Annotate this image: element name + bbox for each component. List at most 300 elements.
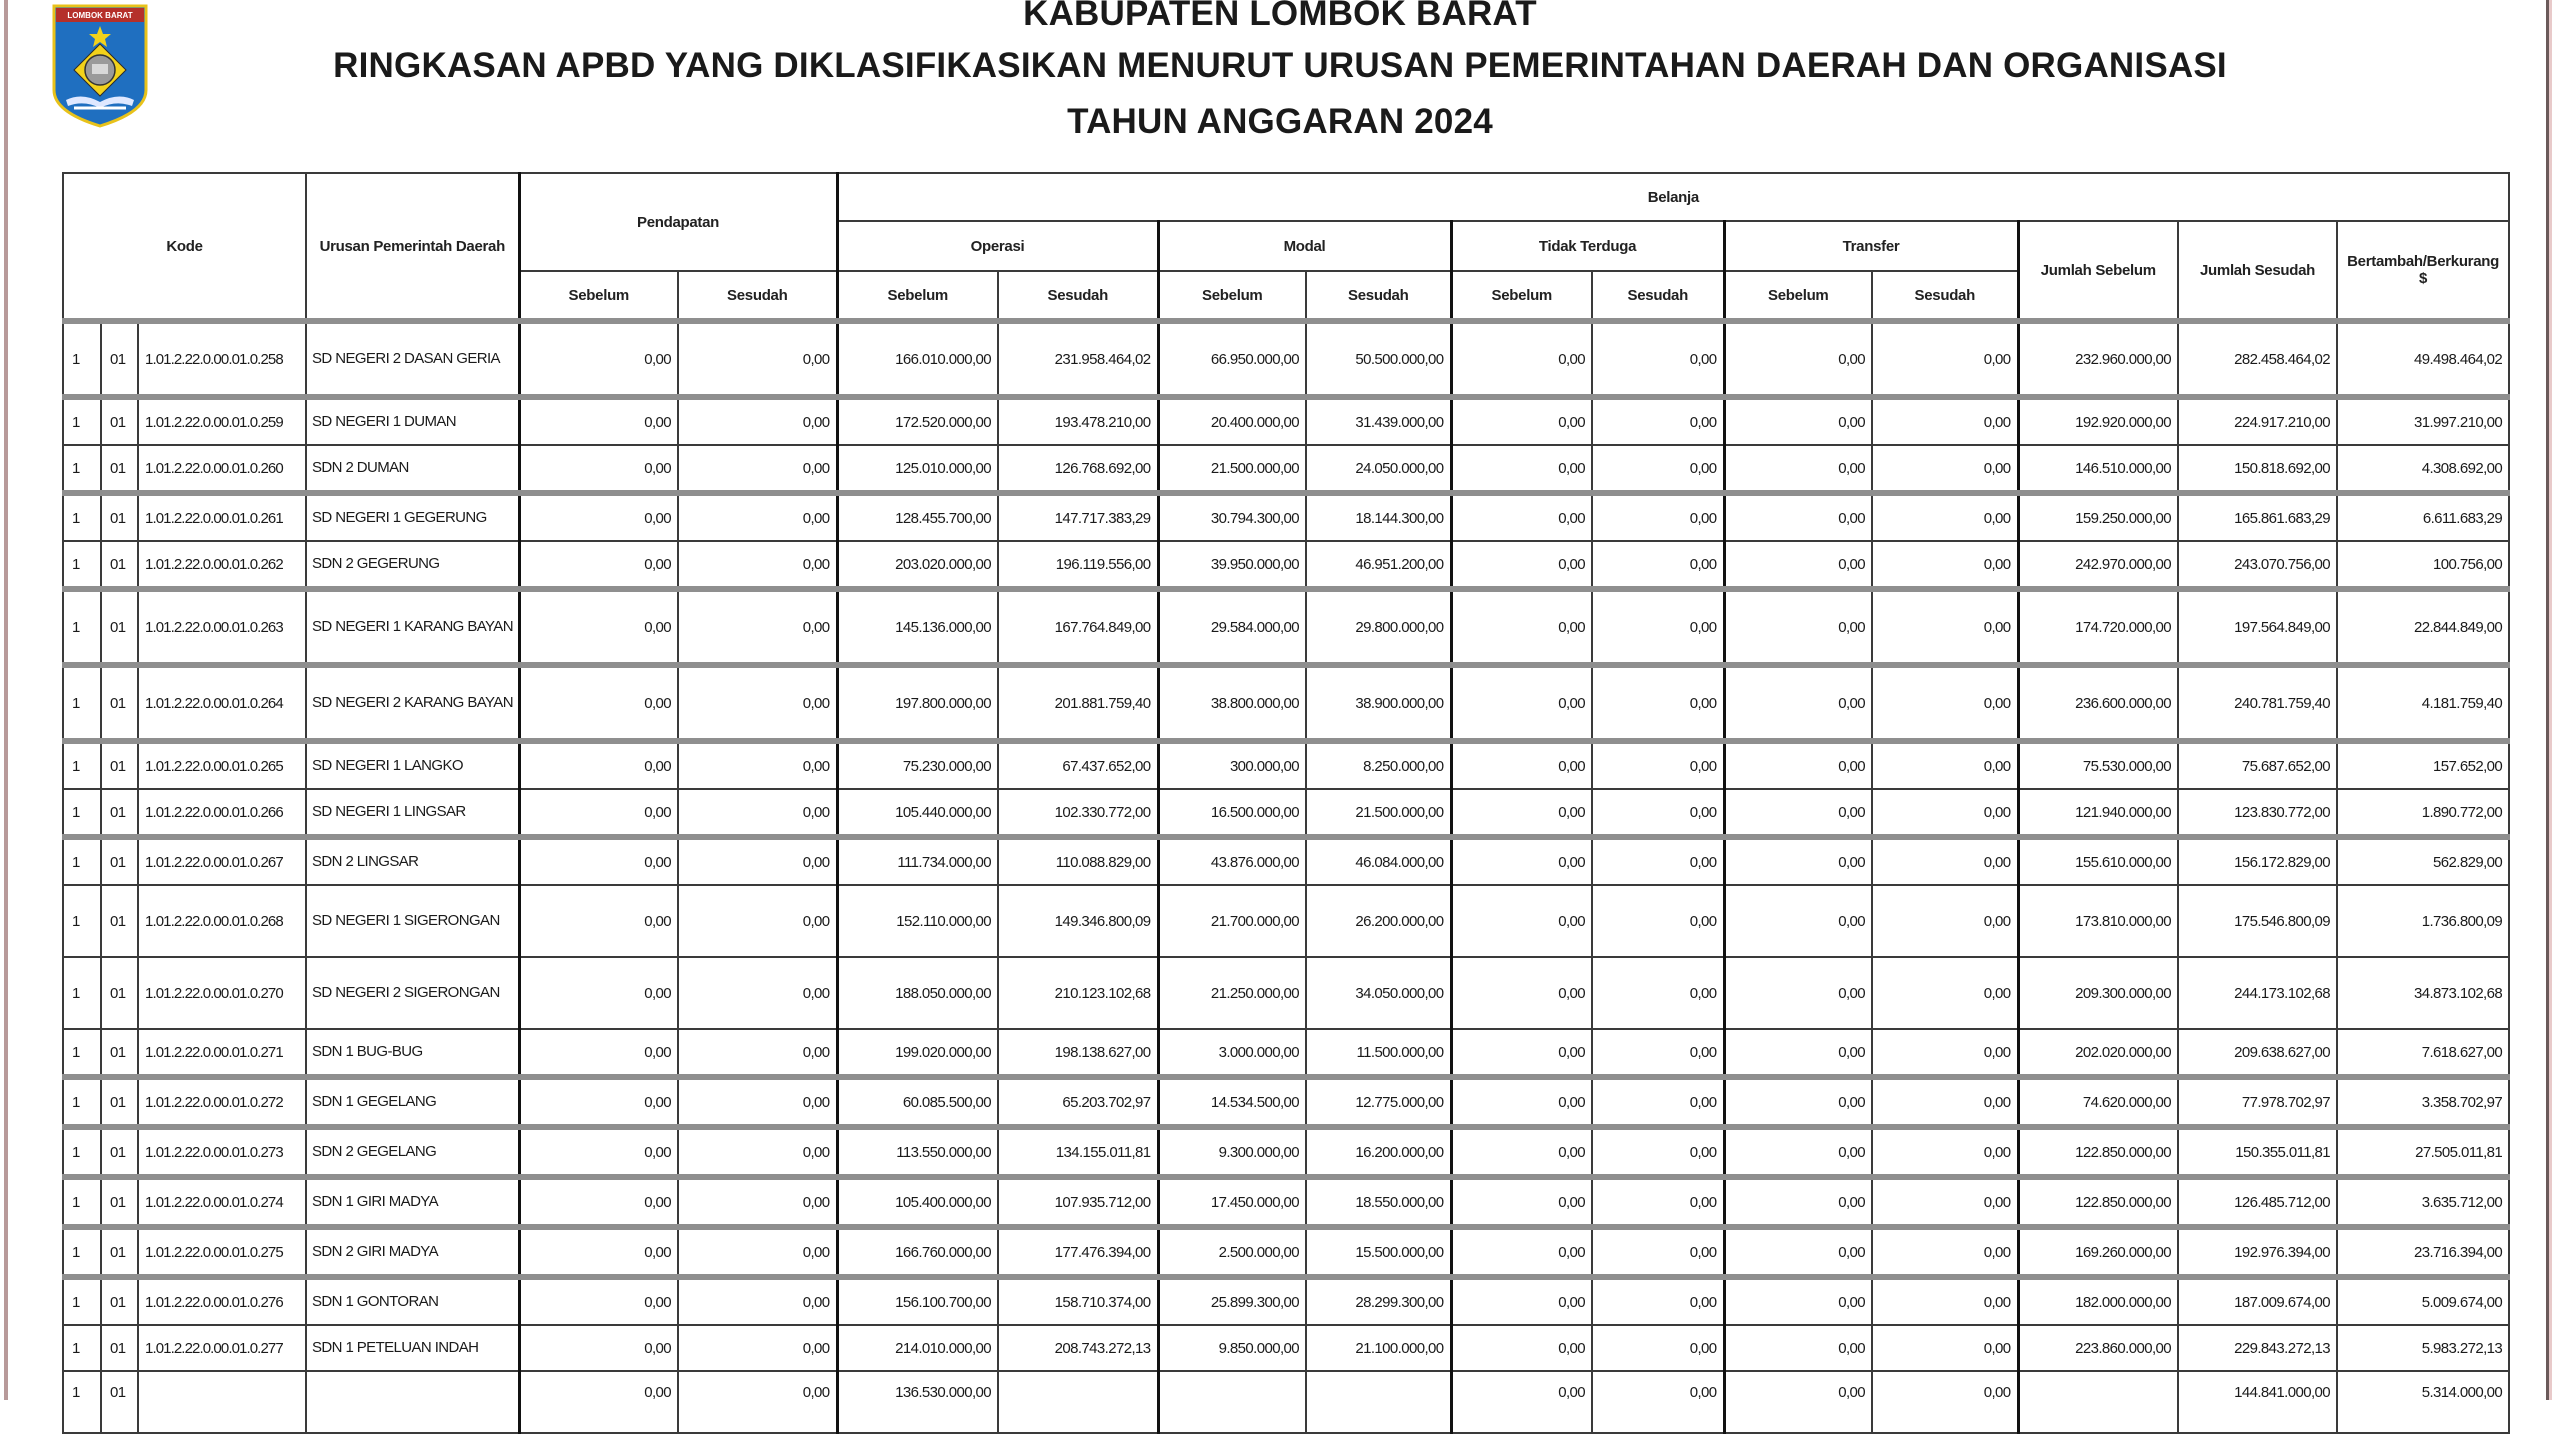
cell-tidak-terduga-sebelum: 0,00: [1451, 789, 1592, 837]
cell-modal-sesudah: 8.250.000,00: [1306, 741, 1451, 789]
table-row: [63, 445, 2509, 493]
cell-modal-sesudah: 46.084.000,00: [1306, 837, 1451, 885]
cell-modal-sebelum: 9.300.000,00: [1158, 1127, 1306, 1177]
cell-operasi-sesudah: 196.119.556,00: [998, 541, 1158, 589]
cell-pendapatan-sebelum: 0,00: [519, 741, 678, 789]
cell-modal-sesudah: 12.775.000,00: [1306, 1077, 1451, 1127]
cell-kode-level-2: 01: [101, 589, 138, 665]
cell-kode-level-2: 01: [101, 837, 138, 885]
cell-tidak-terduga-sesudah: 0,00: [1592, 1277, 1724, 1325]
cell-tidak-terduga-sebelum: 0,00: [1451, 837, 1592, 885]
cell-kode-level-1: 1: [63, 741, 101, 789]
table-row: [63, 789, 2509, 837]
cell-bertambah-berkurang: 5.314.000,00: [2337, 1371, 2509, 1433]
cell-modal-sebelum: 38.800.000,00: [1158, 665, 1306, 741]
cell-pendapatan-sesudah: 0,00: [678, 445, 837, 493]
cell-kode-organisasi: 1.01.2.22.0.00.01.0.270: [138, 957, 306, 1029]
cell-operasi-sesudah: 149.346.800,09: [998, 885, 1158, 957]
cell-pendapatan-sesudah: 0,00: [678, 837, 837, 885]
cell-operasi-sesudah: 67.437.652,00: [998, 741, 1158, 789]
cell-urusan-name: SD NEGERI 1 DUMAN: [306, 397, 519, 445]
cell-modal-sesudah: 21.100.000,00: [1306, 1325, 1451, 1371]
cell-kode-organisasi: 1.01.2.22.0.00.01.0.266: [138, 789, 306, 837]
table-row: [63, 1227, 2509, 1277]
header-pendapatan-sebelum: Sebelum: [519, 271, 678, 321]
table-row: [63, 1177, 2509, 1227]
cell-jumlah-sebelum: 159.250.000,00: [2018, 493, 2178, 541]
cell-kode-level-1: 1: [63, 1029, 101, 1077]
cell-kode-organisasi: 1.01.2.22.0.00.01.0.262: [138, 541, 306, 589]
cell-operasi-sebelum: 105.400.000,00: [837, 1177, 998, 1227]
header-tidak-terduga: Tidak Terduga: [1451, 221, 1724, 271]
cell-bertambah-berkurang: 5.983.272,13: [2337, 1325, 2509, 1371]
cell-jumlah-sebelum: 232.960.000,00: [2018, 321, 2178, 397]
cell-pendapatan-sebelum: 0,00: [519, 665, 678, 741]
cell-tidak-terduga-sebelum: 0,00: [1451, 1371, 1592, 1433]
cell-bertambah-berkurang: 22.844.849,00: [2337, 589, 2509, 665]
cell-jumlah-sesudah: 229.843.272,13: [2178, 1325, 2337, 1371]
cell-kode-level-1: 1: [63, 1227, 101, 1277]
cell-transfer-sebelum: 0,00: [1724, 397, 1872, 445]
cell-pendapatan-sesudah: 0,00: [678, 665, 837, 741]
cell-modal-sesudah: 28.299.300,00: [1306, 1277, 1451, 1325]
cell-bertambah-berkurang: 31.997.210,00: [2337, 397, 2509, 445]
cell-operasi-sebelum: 113.550.000,00: [837, 1127, 998, 1177]
cell-urusan-name: SDN 1 GEGELANG: [306, 1077, 519, 1127]
cell-transfer-sebelum: 0,00: [1724, 1277, 1872, 1325]
cell-operasi-sesudah: 147.717.383,29: [998, 493, 1158, 541]
cell-jumlah-sesudah: 126.485.712,00: [2178, 1177, 2337, 1227]
cell-jumlah-sebelum: 182.000.000,00: [2018, 1277, 2178, 1325]
cell-urusan-name: SD NEGERI 2 DASAN GERIA: [306, 321, 519, 397]
cell-operasi-sesudah: 208.743.272,13: [998, 1325, 1158, 1371]
cell-pendapatan-sesudah: 0,00: [678, 1077, 837, 1127]
cell-pendapatan-sesudah: 0,00: [678, 589, 837, 665]
cell-tidak-terduga-sesudah: 0,00: [1592, 741, 1724, 789]
table-row-partial: [63, 1371, 2509, 1433]
cell-transfer-sesudah: 0,00: [1872, 1029, 2018, 1077]
cell-kode-organisasi: 1.01.2.22.0.00.01.0.268: [138, 885, 306, 957]
cell-kode-level-2: 01: [101, 1371, 138, 1433]
cell-urusan-name: SDN 2 LINGSAR: [306, 837, 519, 885]
cell-bertambah-berkurang: 1.890.772,00: [2337, 789, 2509, 837]
cell-pendapatan-sesudah: 0,00: [678, 397, 837, 445]
cell-urusan-name: SDN 2 DUMAN: [306, 445, 519, 493]
cell-transfer-sebelum: 0,00: [1724, 1127, 1872, 1177]
cell-kode-level-2: 01: [101, 1177, 138, 1227]
cell-jumlah-sesudah: 150.355.011,81: [2178, 1127, 2337, 1177]
cell-transfer-sesudah: 0,00: [1872, 1277, 2018, 1325]
cell-kode-level-1: 1: [63, 589, 101, 665]
cell-modal-sesudah: 26.200.000,00: [1306, 885, 1451, 957]
cell-jumlah-sesudah: 144.841.000,00: [2178, 1371, 2337, 1433]
cell-transfer-sebelum: 0,00: [1724, 741, 1872, 789]
cell-transfer-sebelum: 0,00: [1724, 1325, 1872, 1371]
cell-pendapatan-sebelum: 0,00: [519, 589, 678, 665]
cell-operasi-sesudah: 177.476.394,00: [998, 1227, 1158, 1277]
cell-kode-level-2: 01: [101, 1325, 138, 1371]
cell-pendapatan-sesudah: 0,00: [678, 541, 837, 589]
page-left-edge: [4, 0, 8, 1400]
cell-urusan-name: SDN 2 GEGERUNG: [306, 541, 519, 589]
cell-modal-sebelum: 21.700.000,00: [1158, 885, 1306, 957]
cell-transfer-sesudah: 0,00: [1872, 1371, 2018, 1433]
cell-operasi-sebelum: 105.440.000,00: [837, 789, 998, 837]
cell-tidak-terduga-sesudah: 0,00: [1592, 1227, 1724, 1277]
cell-transfer-sesudah: 0,00: [1872, 541, 2018, 589]
cell-urusan-name: SDN 1 BUG-BUG: [306, 1029, 519, 1077]
cell-pendapatan-sebelum: 0,00: [519, 837, 678, 885]
cell-jumlah-sesudah: 187.009.674,00: [2178, 1277, 2337, 1325]
cell-kode-level-1: 1: [63, 1177, 101, 1227]
cell-tidak-terduga-sesudah: 0,00: [1592, 1325, 1724, 1371]
header-jumlah-sebelum: Jumlah Sebelum: [2018, 221, 2178, 321]
cell-urusan-name: SD NEGERI 1 KARANG BAYAN: [306, 589, 519, 665]
header-bertambah-berkurang: [2337, 221, 2509, 321]
cell-jumlah-sesudah: 282.458.464,02: [2178, 321, 2337, 397]
cell-tidak-terduga-sebelum: 0,00: [1451, 1227, 1592, 1277]
cell-modal-sesudah: 29.800.000,00: [1306, 589, 1451, 665]
cell-kode-organisasi: 1.01.2.22.0.00.01.0.277: [138, 1325, 306, 1371]
table-row: [63, 957, 2509, 1029]
cell-urusan-name: SD NEGERI 2 SIGERONGAN: [306, 957, 519, 1029]
cell-bertambah-berkurang: 157.652,00: [2337, 741, 2509, 789]
cell-bertambah-berkurang: 7.618.627,00: [2337, 1029, 2509, 1077]
cell-operasi-sebelum: 199.020.000,00: [837, 1029, 998, 1077]
cell-jumlah-sebelum: 74.620.000,00: [2018, 1077, 2178, 1127]
cell-modal-sesudah: 34.050.000,00: [1306, 957, 1451, 1029]
cell-modal-sebelum: 39.950.000,00: [1158, 541, 1306, 589]
cell-urusan-name: SDN 1 PETELUAN INDAH: [306, 1325, 519, 1371]
cell-operasi-sebelum: 136.530.000,00: [837, 1371, 998, 1433]
cell-bertambah-berkurang: 562.829,00: [2337, 837, 2509, 885]
cell-jumlah-sesudah: 165.861.683,29: [2178, 493, 2337, 541]
cell-operasi-sesudah: 210.123.102,68: [998, 957, 1158, 1029]
cell-operasi-sebelum: 152.110.000,00: [837, 885, 998, 957]
cell-kode-organisasi: 1.01.2.22.0.00.01.0.265: [138, 741, 306, 789]
table-row: [63, 885, 2509, 957]
cell-kode-level-1: 1: [63, 957, 101, 1029]
cell-jumlah-sebelum: 174.720.000,00: [2018, 589, 2178, 665]
header-bertambah-unit: $: [2419, 270, 2428, 287]
cell-operasi-sebelum: 128.455.700,00: [837, 493, 998, 541]
cell-tidak-terduga-sebelum: 0,00: [1451, 665, 1592, 741]
cell-pendapatan-sebelum: 0,00: [519, 885, 678, 957]
cell-jumlah-sebelum: 75.530.000,00: [2018, 741, 2178, 789]
cell-kode-level-2: 01: [101, 885, 138, 957]
table-row: [63, 397, 2509, 445]
cell-kode-level-1: 1: [63, 493, 101, 541]
cell-modal-sebelum: 66.950.000,00: [1158, 321, 1306, 397]
cell-jumlah-sesudah: 197.564.849,00: [2178, 589, 2337, 665]
cell-tidak-terduga-sebelum: 0,00: [1451, 493, 1592, 541]
cell-kode-organisasi: 1.01.2.22.0.00.01.0.261: [138, 493, 306, 541]
cell-pendapatan-sebelum: 0,00: [519, 1371, 678, 1433]
header-tidak-terduga-sesudah: Sesudah: [1592, 271, 1724, 321]
cell-pendapatan-sesudah: 0,00: [678, 1227, 837, 1277]
cell-jumlah-sebelum: 242.970.000,00: [2018, 541, 2178, 589]
cell-transfer-sesudah: 0,00: [1872, 493, 2018, 541]
cell-modal-sesudah: 16.200.000,00: [1306, 1127, 1451, 1177]
cell-jumlah-sebelum: 155.610.000,00: [2018, 837, 2178, 885]
cell-modal-sebelum: 17.450.000,00: [1158, 1177, 1306, 1227]
cell-kode-organisasi: 1.01.2.22.0.00.01.0.267: [138, 837, 306, 885]
cell-bertambah-berkurang: 1.736.800,09: [2337, 885, 2509, 957]
header-operasi-sebelum: Sebelum: [837, 271, 998, 321]
cell-modal-sesudah: 15.500.000,00: [1306, 1227, 1451, 1277]
cell-transfer-sebelum: 0,00: [1724, 1371, 1872, 1433]
cell-kode-level-2: 01: [101, 541, 138, 589]
cell-modal-sebelum: 14.534.500,00: [1158, 1077, 1306, 1127]
cell-pendapatan-sebelum: 0,00: [519, 957, 678, 1029]
cell-operasi-sebelum: 214.010.000,00: [837, 1325, 998, 1371]
cell-modal-sesudah: 38.900.000,00: [1306, 665, 1451, 741]
cell-jumlah-sebelum: 209.300.000,00: [2018, 957, 2178, 1029]
cell-pendapatan-sesudah: 0,00: [678, 957, 837, 1029]
cell-jumlah-sesudah: 209.638.627,00: [2178, 1029, 2337, 1077]
cell-kode-organisasi: 1.01.2.22.0.00.01.0.274: [138, 1177, 306, 1227]
cell-pendapatan-sesudah: 0,00: [678, 1325, 837, 1371]
cell-transfer-sesudah: 0,00: [1872, 789, 2018, 837]
cell-jumlah-sesudah: 150.818.692,00: [2178, 445, 2337, 493]
cell-pendapatan-sesudah: 0,00: [678, 885, 837, 957]
cell-jumlah-sesudah: 244.173.102,68: [2178, 957, 2337, 1029]
cell-tidak-terduga-sebelum: 0,00: [1451, 321, 1592, 397]
table-row: [63, 1325, 2509, 1371]
cell-urusan-name: [306, 1371, 519, 1433]
cell-transfer-sebelum: 0,00: [1724, 665, 1872, 741]
cell-modal-sesudah: [1306, 1371, 1451, 1433]
cell-tidak-terduga-sesudah: 0,00: [1592, 589, 1724, 665]
cell-tidak-terduga-sebelum: 0,00: [1451, 1177, 1592, 1227]
cell-kode-level-1: 1: [63, 1371, 101, 1433]
cell-kode-organisasi: 1.01.2.22.0.00.01.0.263: [138, 589, 306, 665]
cell-pendapatan-sebelum: 0,00: [519, 493, 678, 541]
cell-tidak-terduga-sesudah: 0,00: [1592, 1029, 1724, 1077]
cell-bertambah-berkurang: 27.505.011,81: [2337, 1127, 2509, 1177]
table-row: [63, 665, 2509, 741]
cell-jumlah-sesudah: 156.172.829,00: [2178, 837, 2337, 885]
table-row: [63, 837, 2509, 885]
cell-tidak-terduga-sesudah: 0,00: [1592, 1371, 1724, 1433]
cell-modal-sebelum: 3.000.000,00: [1158, 1029, 1306, 1077]
cell-pendapatan-sebelum: 0,00: [519, 789, 678, 837]
cell-modal-sesudah: 21.500.000,00: [1306, 789, 1451, 837]
cell-kode-level-2: 01: [101, 957, 138, 1029]
cell-kode-level-1: 1: [63, 1277, 101, 1325]
cell-pendapatan-sebelum: 0,00: [519, 1227, 678, 1277]
cell-operasi-sesudah: 107.935.712,00: [998, 1177, 1158, 1227]
cell-modal-sesudah: 46.951.200,00: [1306, 541, 1451, 589]
cell-kode-level-2: 01: [101, 665, 138, 741]
cell-pendapatan-sesudah: 0,00: [678, 493, 837, 541]
cell-jumlah-sesudah: 175.546.800,09: [2178, 885, 2337, 957]
cell-operasi-sebelum: 75.230.000,00: [837, 741, 998, 789]
cell-tidak-terduga-sesudah: 0,00: [1592, 1077, 1724, 1127]
cell-kode-level-1: 1: [63, 445, 101, 493]
cell-transfer-sesudah: 0,00: [1872, 1227, 2018, 1277]
cell-modal-sebelum: 21.500.000,00: [1158, 445, 1306, 493]
cell-kode-organisasi: [138, 1371, 306, 1433]
header-transfer: Transfer: [1724, 221, 2018, 271]
cell-jumlah-sebelum: 122.850.000,00: [2018, 1177, 2178, 1227]
header-bertambah-label: Bertambah/Berkurang: [2347, 253, 2499, 270]
cell-pendapatan-sesudah: 0,00: [678, 741, 837, 789]
cell-tidak-terduga-sebelum: 0,00: [1451, 541, 1592, 589]
cell-tidak-terduga-sebelum: 0,00: [1451, 445, 1592, 493]
cell-kode-organisasi: 1.01.2.22.0.00.01.0.276: [138, 1277, 306, 1325]
cell-operasi-sebelum: 111.734.000,00: [837, 837, 998, 885]
cell-pendapatan-sesudah: 0,00: [678, 321, 837, 397]
cell-pendapatan-sesudah: 0,00: [678, 1371, 837, 1433]
cell-pendapatan-sebelum: 0,00: [519, 1177, 678, 1227]
cell-kode-organisasi: 1.01.2.22.0.00.01.0.273: [138, 1127, 306, 1177]
table-row: [63, 1127, 2509, 1177]
cell-operasi-sebelum: 156.100.700,00: [837, 1277, 998, 1325]
cell-transfer-sebelum: 0,00: [1724, 445, 1872, 493]
cell-transfer-sesudah: 0,00: [1872, 837, 2018, 885]
cell-urusan-name: SDN 2 GIRI MADYA: [306, 1227, 519, 1277]
cell-modal-sebelum: 16.500.000,00: [1158, 789, 1306, 837]
cell-tidak-terduga-sebelum: 0,00: [1451, 957, 1592, 1029]
cell-kode-level-1: 1: [63, 789, 101, 837]
cell-modal-sebelum: 2.500.000,00: [1158, 1227, 1306, 1277]
cell-transfer-sebelum: 0,00: [1724, 885, 1872, 957]
cell-kode-level-2: 01: [101, 397, 138, 445]
cell-urusan-name: SDN 2 GEGELANG: [306, 1127, 519, 1177]
cell-jumlah-sesudah: 192.976.394,00: [2178, 1227, 2337, 1277]
cell-jumlah-sesudah: 224.917.210,00: [2178, 397, 2337, 445]
cell-kode-level-1: 1: [63, 1325, 101, 1371]
cell-jumlah-sebelum: 173.810.000,00: [2018, 885, 2178, 957]
cell-kode-level-1: 1: [63, 321, 101, 397]
cell-jumlah-sebelum: 202.020.000,00: [2018, 1029, 2178, 1077]
cell-kode-organisasi: 1.01.2.22.0.00.01.0.264: [138, 665, 306, 741]
cell-operasi-sebelum: 172.520.000,00: [837, 397, 998, 445]
cell-kode-organisasi: 1.01.2.22.0.00.01.0.272: [138, 1077, 306, 1127]
cell-tidak-terduga-sesudah: 0,00: [1592, 1127, 1724, 1177]
table-row: [63, 1029, 2509, 1077]
cell-tidak-terduga-sesudah: 0,00: [1592, 397, 1724, 445]
cell-tidak-terduga-sebelum: 0,00: [1451, 397, 1592, 445]
title-regency: KABUPATEN LOMBOK BARAT: [1023, 0, 1537, 33]
cell-modal-sebelum: 300.000,00: [1158, 741, 1306, 789]
cell-transfer-sebelum: 0,00: [1724, 957, 1872, 1029]
header-urusan: Urusan Pemerintah Daerah: [306, 173, 519, 321]
cell-operasi-sesudah: 134.155.011,81: [998, 1127, 1158, 1177]
cell-urusan-name: SDN 1 GONTORAN: [306, 1277, 519, 1325]
header-modal-sebelum: Sebelum: [1158, 271, 1306, 321]
cell-pendapatan-sebelum: 0,00: [519, 1077, 678, 1127]
cell-kode-level-2: 01: [101, 445, 138, 493]
cell-tidak-terduga-sesudah: 0,00: [1592, 837, 1724, 885]
cell-transfer-sesudah: 0,00: [1872, 741, 2018, 789]
cell-pendapatan-sebelum: 0,00: [519, 397, 678, 445]
svg-text:LOMBOK BARAT: LOMBOK BARAT: [67, 11, 133, 20]
cell-pendapatan-sebelum: 0,00: [519, 1325, 678, 1371]
cell-jumlah-sebelum: 236.600.000,00: [2018, 665, 2178, 741]
cell-transfer-sebelum: 0,00: [1724, 493, 1872, 541]
cell-pendapatan-sesudah: 0,00: [678, 1277, 837, 1325]
cell-transfer-sebelum: 0,00: [1724, 837, 1872, 885]
cell-operasi-sebelum: 125.010.000,00: [837, 445, 998, 493]
header-tidak-terduga-sebelum: Sebelum: [1451, 271, 1592, 321]
cell-bertambah-berkurang: 23.716.394,00: [2337, 1227, 2509, 1277]
cell-transfer-sebelum: 0,00: [1724, 321, 1872, 397]
cell-jumlah-sebelum: [2018, 1371, 2178, 1433]
cell-kode-level-1: 1: [63, 665, 101, 741]
cell-kode-level-1: 1: [63, 837, 101, 885]
cell-modal-sebelum: [1158, 1371, 1306, 1433]
cell-transfer-sebelum: 0,00: [1724, 1227, 1872, 1277]
cell-tidak-terduga-sesudah: 0,00: [1592, 957, 1724, 1029]
cell-kode-level-2: 01: [101, 321, 138, 397]
cell-jumlah-sesudah: 123.830.772,00: [2178, 789, 2337, 837]
cell-transfer-sebelum: 0,00: [1724, 541, 1872, 589]
cell-tidak-terduga-sesudah: 0,00: [1592, 493, 1724, 541]
header-operasi: Operasi: [837, 221, 1158, 271]
cell-modal-sesudah: 31.439.000,00: [1306, 397, 1451, 445]
cell-operasi-sebelum: 188.050.000,00: [837, 957, 998, 1029]
cell-operasi-sebelum: 60.085.500,00: [837, 1077, 998, 1127]
header-pendapatan-sesudah: Sesudah: [678, 271, 837, 321]
cell-transfer-sebelum: 0,00: [1724, 1177, 1872, 1227]
cell-pendapatan-sebelum: 0,00: [519, 1127, 678, 1177]
cell-transfer-sesudah: 0,00: [1872, 321, 2018, 397]
cell-transfer-sesudah: 0,00: [1872, 445, 2018, 493]
cell-modal-sebelum: 29.584.000,00: [1158, 589, 1306, 665]
table-row: [63, 321, 2509, 397]
cell-pendapatan-sebelum: 0,00: [519, 1277, 678, 1325]
cell-tidak-terduga-sesudah: 0,00: [1592, 789, 1724, 837]
cell-modal-sebelum: 9.850.000,00: [1158, 1325, 1306, 1371]
cell-kode-organisasi: 1.01.2.22.0.00.01.0.275: [138, 1227, 306, 1277]
cell-operasi-sesudah: 158.710.374,00: [998, 1277, 1158, 1325]
cell-kode-level-1: 1: [63, 1077, 101, 1127]
cell-transfer-sesudah: 0,00: [1872, 885, 2018, 957]
header-pendapatan: Pendapatan: [519, 173, 837, 271]
cell-operasi-sesudah: 102.330.772,00: [998, 789, 1158, 837]
title-fiscal-year: TAHUN ANGGARAN 2024: [1067, 102, 1493, 141]
cell-operasi-sesudah: 201.881.759,40: [998, 665, 1158, 741]
cell-bertambah-berkurang: 34.873.102,68: [2337, 957, 2509, 1029]
cell-kode-level-2: 01: [101, 1077, 138, 1127]
cell-bertambah-berkurang: 100.756,00: [2337, 541, 2509, 589]
cell-pendapatan-sesudah: 0,00: [678, 789, 837, 837]
cell-transfer-sesudah: 0,00: [1872, 665, 2018, 741]
cell-modal-sesudah: 24.050.000,00: [1306, 445, 1451, 493]
table-row: [63, 1077, 2509, 1127]
cell-modal-sebelum: 25.899.300,00: [1158, 1277, 1306, 1325]
cell-bertambah-berkurang: 3.635.712,00: [2337, 1177, 2509, 1227]
cell-jumlah-sebelum: 223.860.000,00: [2018, 1325, 2178, 1371]
header-transfer-sesudah: Sesudah: [1872, 271, 2018, 321]
header-operasi-sesudah: Sesudah: [998, 271, 1158, 321]
cell-kode-level-1: 1: [63, 885, 101, 957]
cell-pendapatan-sebelum: 0,00: [519, 541, 678, 589]
cell-pendapatan-sesudah: 0,00: [678, 1029, 837, 1077]
cell-modal-sebelum: 21.250.000,00: [1158, 957, 1306, 1029]
cell-operasi-sebelum: 166.760.000,00: [837, 1227, 998, 1277]
cell-operasi-sebelum: 203.020.000,00: [837, 541, 998, 589]
table-row: [63, 1277, 2509, 1325]
cell-pendapatan-sesudah: 0,00: [678, 1127, 837, 1177]
cell-transfer-sesudah: 0,00: [1872, 397, 2018, 445]
cell-kode-level-1: 1: [63, 1127, 101, 1177]
cell-tidak-terduga-sesudah: 0,00: [1592, 1177, 1724, 1227]
cell-transfer-sesudah: 0,00: [1872, 1127, 2018, 1177]
table-row: [63, 741, 2509, 789]
